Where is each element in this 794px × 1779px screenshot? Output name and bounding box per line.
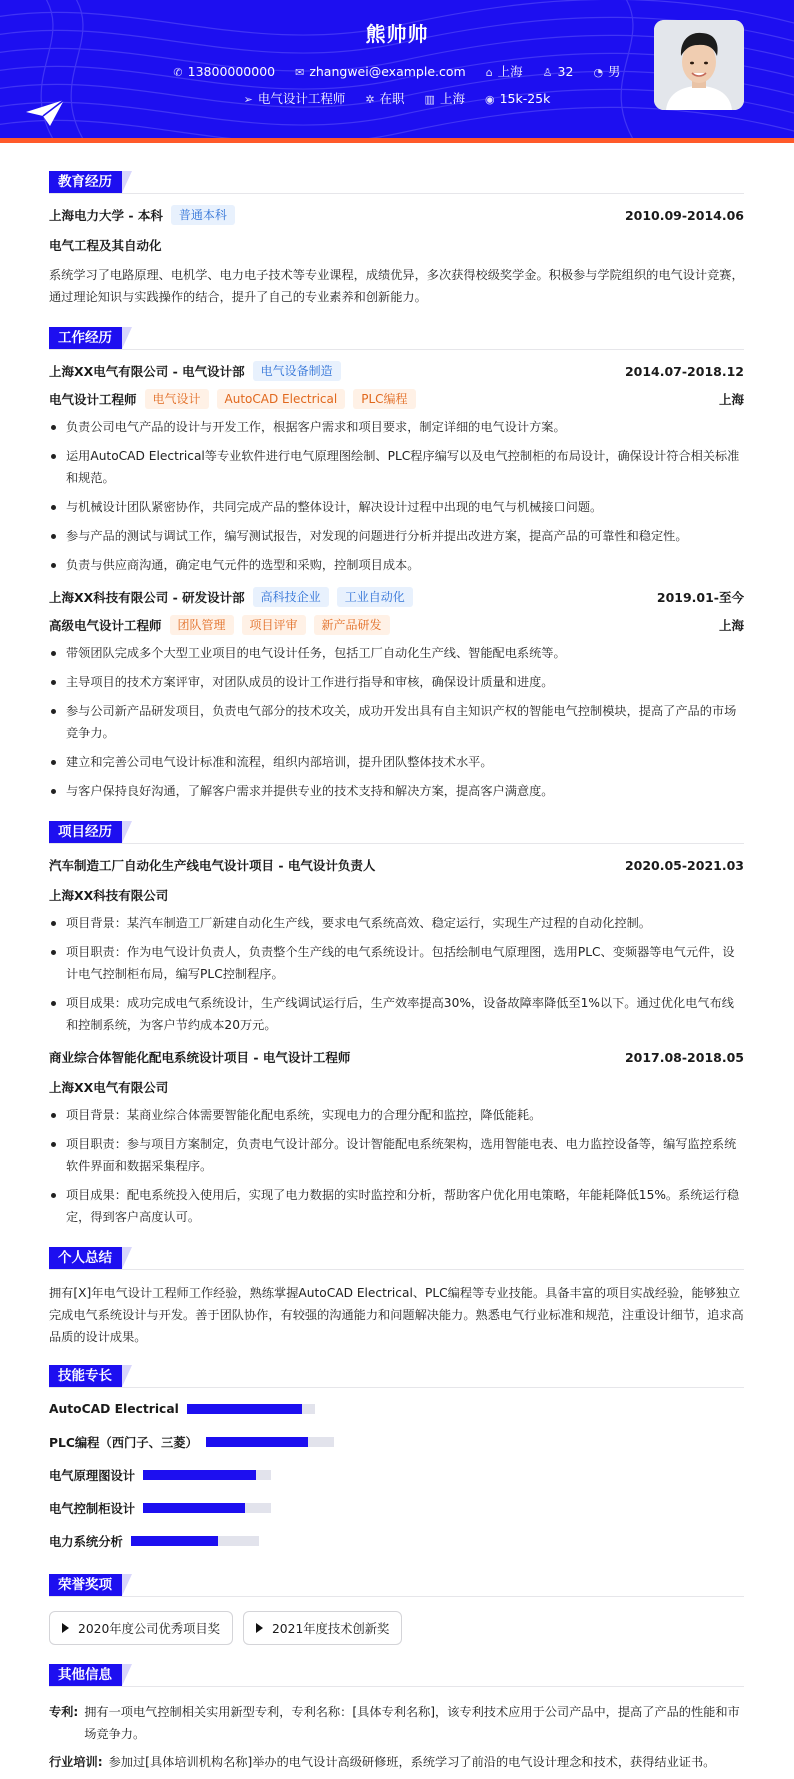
project-company-row [49,1076,744,1098]
job-status: 在职 [379,91,405,106]
section-divider [49,1686,744,1687]
project-company: 上海XX电气有限公司 [49,1080,169,1095]
title-tail [122,171,132,193]
education-description: 系统学习了电路原理、电机学、电力电子技术等专业课程，成绩优异，多次获得校级奖学金。积极参与学院组织的电气设计竞赛，通过理论知识与实践操作的结合，提升了自己的专业素养和创新能力。 [49,268,744,304]
project-item [49,1046,744,1228]
skill-bar-fill [206,1437,308,1447]
list-item: 负责公司电气产品的设计与开发工作，根据客户需求和项目要求，制定详细的电气设计方案。 [49,416,744,438]
project-header [49,854,744,876]
other-item [49,1751,744,1773]
work-header [49,586,744,608]
title-tail [122,1247,132,1269]
skill-bar [131,1536,259,1546]
work-role-row [49,388,744,410]
section-divider [49,1387,744,1388]
skill-name: 电力系统分析 [49,1535,123,1549]
award-item [49,1611,233,1645]
company-name: 上海XX科技有限公司 - 研发设计部 [49,590,245,605]
other-value: 拥有一项电气控制相关实用新型专利，专利名称：[具体专利名称]，该专利技术应用于公司产品中，提高了产品的性能和市场竞争力。 [84,1705,740,1741]
play-icon [62,1623,69,1633]
project-bullets [49,912,744,1036]
mail-icon: ✉ [295,66,305,79]
skill-name: 电气原理图设计 [49,1469,136,1483]
project-company-row [49,884,744,906]
education-header [49,204,744,226]
list-item: 项目成果：配电系统投入使用后，实现了电力数据的实时监控和分析，帮助客户优化用电策略，年能耗降低15%。系统运行稳定，得到客户高度认可。 [49,1184,744,1228]
play-icon [256,1623,263,1633]
skill-bar-fill [143,1503,245,1513]
skill-item [49,1464,403,1486]
skill-tag: 项目评审 [242,615,306,635]
section-awards [49,1563,744,1597]
work-bullets [49,642,744,802]
skill-item [49,1497,403,1519]
list-item: 与机械设计团队紧密协作，共同完成产品的整体设计，解决设计过程中出现的电气与机械接口问题。 [49,496,744,518]
section-divider [49,1596,744,1597]
title-tail [122,1365,132,1387]
list-item: 建立和完善公司电气设计标准和流程，组织内部培训，提升团队整体技术水平。 [49,751,744,773]
list-item: 运用AutoCAD Electrical等专业软件进行电气原理图绘制、PLC程序编写以及电气控制柜的布局设计，确保设计符合相关标准和规范。 [49,445,744,489]
project-name: 汽车制造工厂自动化生产线电气设计项目 - 电气设计负责人 [49,858,376,873]
list-item: 项目成果：成功完成电气系统设计，生产线调试运行后，生产效率提高30%，设备故障率降低至1%以下。通过优化电气布线和控制系统，为客户节约成本20万元。 [49,992,744,1036]
work-item [49,586,744,802]
list-item: 主导项目的技术方案评审，对团队成员的设计工作进行指导和审核，确保设计质量和进度。 [49,671,744,693]
skill-item [49,1530,403,1552]
industry-tag: 电气设备制造 [253,361,341,381]
other-key: 行业培训: [49,1755,103,1769]
other-list [49,1701,744,1773]
section-divider [49,349,744,350]
job-title: 高级电气设计工程师 [49,618,162,633]
work-location: 上海 [718,392,744,407]
skill-tag: 电气设计 [145,389,209,409]
section-title: 荣誉奖项 [49,1574,122,1596]
paper-plane-icon [26,100,64,126]
other-item [49,1701,744,1745]
section-title: 技能专长 [49,1365,122,1387]
home-icon: ⌂ [485,66,493,79]
project-date: 2017.08-2018.05 [624,1049,744,1065]
send-icon: ➢ [243,93,253,106]
company-name: 上海XX电气有限公司 - 电气设计部 [49,364,245,379]
title-tail [122,327,132,349]
project-company: 上海XX科技有限公司 [49,888,169,903]
skill-item [49,1431,403,1453]
section-title: 其他信息 [49,1664,122,1686]
section-projects [49,810,744,844]
skill-tag: AutoCAD Electrical [217,389,346,409]
gender: 男 [608,64,621,79]
section-work [49,316,744,350]
expected-salary: 15k-25k [499,91,551,106]
major-row [49,234,744,256]
list-item: 负责与供应商沟通，确定电气元件的选型和采购，控制项目成本。 [49,554,744,576]
award-item [243,1611,402,1645]
resume-header [0,0,794,138]
project-name: 商业综合体智能化配电系统设计项目 - 电气设计工程师 [49,1050,351,1065]
skill-name: PLC编程（西门子、三菱） [49,1436,198,1450]
skill-tag: 团队管理 [170,615,234,635]
job-title: 电气设计工程师 [49,392,137,407]
list-item: 项目背景：某商业综合体需要智能化配电系统，实现电力的合理分配和监控，降低能耗。 [49,1104,744,1126]
education-date: 2010.09-2014.06 [624,207,744,223]
work-header [49,360,744,382]
candidate-name: 熊帅帅 [365,22,429,46]
skill-bar [206,1437,334,1447]
project-date: 2020.05-2021.03 [624,857,744,873]
title-tail [122,1574,132,1596]
summary-text: 拥有[X]年电气设计工程师工作经验，熟练掌握AutoCAD Electrical、PLC编程等专业技能。具备丰富的项目实战经验，能够独立完成电气系统设计与开发。善于团队协作，有较强的沟通能力和问题解决能力。熟悉电气行业标准和规范，注重设计细节，追求高品质的设计成果。 [49,1286,744,1344]
project-header [49,1046,744,1068]
work-item [49,360,744,576]
avatar-portrait [654,20,744,110]
city: 上海 [497,64,523,79]
work-bullets [49,416,744,576]
section-other [49,1653,744,1687]
target-job: 电气设计工程师 [257,91,346,106]
section-education [49,160,744,194]
header-accent-stripe [0,138,794,143]
project-bullets [49,1104,744,1228]
work-role-row [49,614,744,636]
section-divider [49,193,744,194]
section-skills [49,1354,744,1388]
resume-body [49,150,744,1779]
building-icon: ▥ [424,93,435,106]
list-item: 参与产品的测试与调试工作，编写测试报告，对发现的问题进行分析并提出改进方案，提高产品的可靠性和稳定性。 [49,525,744,547]
skill-bar-fill [143,1470,256,1480]
phone-icon: ✆ [173,66,183,79]
work-date: 2014.07-2018.12 [624,363,744,379]
section-divider [49,1269,744,1270]
skill-bar-fill [187,1404,302,1414]
major: 电气工程及其自动化 [49,238,162,253]
project-item [49,854,744,1036]
list-item: 项目背景：某汽车制造工厂新建自动化生产线，要求电气系统高效、稳定运行，实现生产过程的自动化控制。 [49,912,744,934]
other-value: 参加过[具体培训机构名称]举办的电气设计高级研修班，系统学习了前沿的电气设计理念和技术，获得结业证书。 [108,1755,716,1769]
gender-icon: ◔ [593,66,604,79]
skill-bar [187,1404,315,1414]
list-item: 参与公司新产品研发项目，负责电气部分的技术攻关，成功开发出具有自主知识产权的智能电气控制模块，提高了产品的市场竞争力。 [49,700,744,744]
section-divider [49,843,744,844]
section-title: 项目经历 [49,821,122,843]
coin-icon: ◉ [484,93,495,106]
section-title: 个人总结 [49,1247,122,1269]
work-date: 2019.01-至今 [656,590,744,605]
skill-tag: PLC编程 [353,389,415,409]
phone-number: 13800000000 [187,64,276,79]
section-summary [49,1236,744,1270]
award-name: 2021年度技术创新奖 [271,1622,390,1636]
list-item: 带领团队完成多个大型工业项目的电气设计任务，包括工厂自动化生产线、智能配电系统等。 [49,642,744,664]
list-item: 与客户保持良好沟通，了解客户需求并提供专业的技术支持和解决方案，提高客户满意度。 [49,780,744,802]
skill-name: AutoCAD Electrical [49,1402,179,1416]
title-tail [122,821,132,843]
section-title: 工作经历 [49,327,122,349]
industry-tag: 高科技企业 [253,587,329,607]
title-tail [122,1664,132,1686]
cake-icon: ♙ [542,66,553,79]
email-address: zhangwei@example.com [309,64,466,79]
skill-bar [143,1470,271,1480]
avatar [654,20,744,110]
other-key: 专利: [49,1705,79,1719]
industry-tag: 工业自动化 [337,587,413,607]
awards-list [49,1611,744,1645]
list-item: 项目职责：参与项目方案制定，负责电气设计部分。设计智能配电系统架构，选用智能电表、电力监控设备等，编写监控系统软件界面和数据采集程序。 [49,1133,744,1177]
skills-list [49,1398,744,1563]
degree-tag: 普通本科 [171,205,235,225]
skill-bar [143,1503,271,1513]
skill-tag: 新产品研发 [314,615,390,635]
skill-name: 电气控制柜设计 [49,1502,136,1516]
skill-item [49,1398,403,1420]
award-name: 2020年度公司优秀项目奖 [78,1622,220,1636]
list-item: 项目职责：作为电气设计负责人，负责整个生产线的电气系统设计。包括绘制电气原理图，选用PLC、变频器等电气元件，设计电气控制柜布局，编写PLC控制程序。 [49,941,744,985]
age: 32 [557,64,574,79]
gear-icon: ✲ [365,93,375,106]
school-name: 上海电力大学 - 本科 [49,208,163,223]
skill-bar-fill [131,1536,218,1546]
target-city: 上海 [439,91,465,106]
work-location: 上海 [718,618,744,633]
section-title: 教育经历 [49,171,122,193]
